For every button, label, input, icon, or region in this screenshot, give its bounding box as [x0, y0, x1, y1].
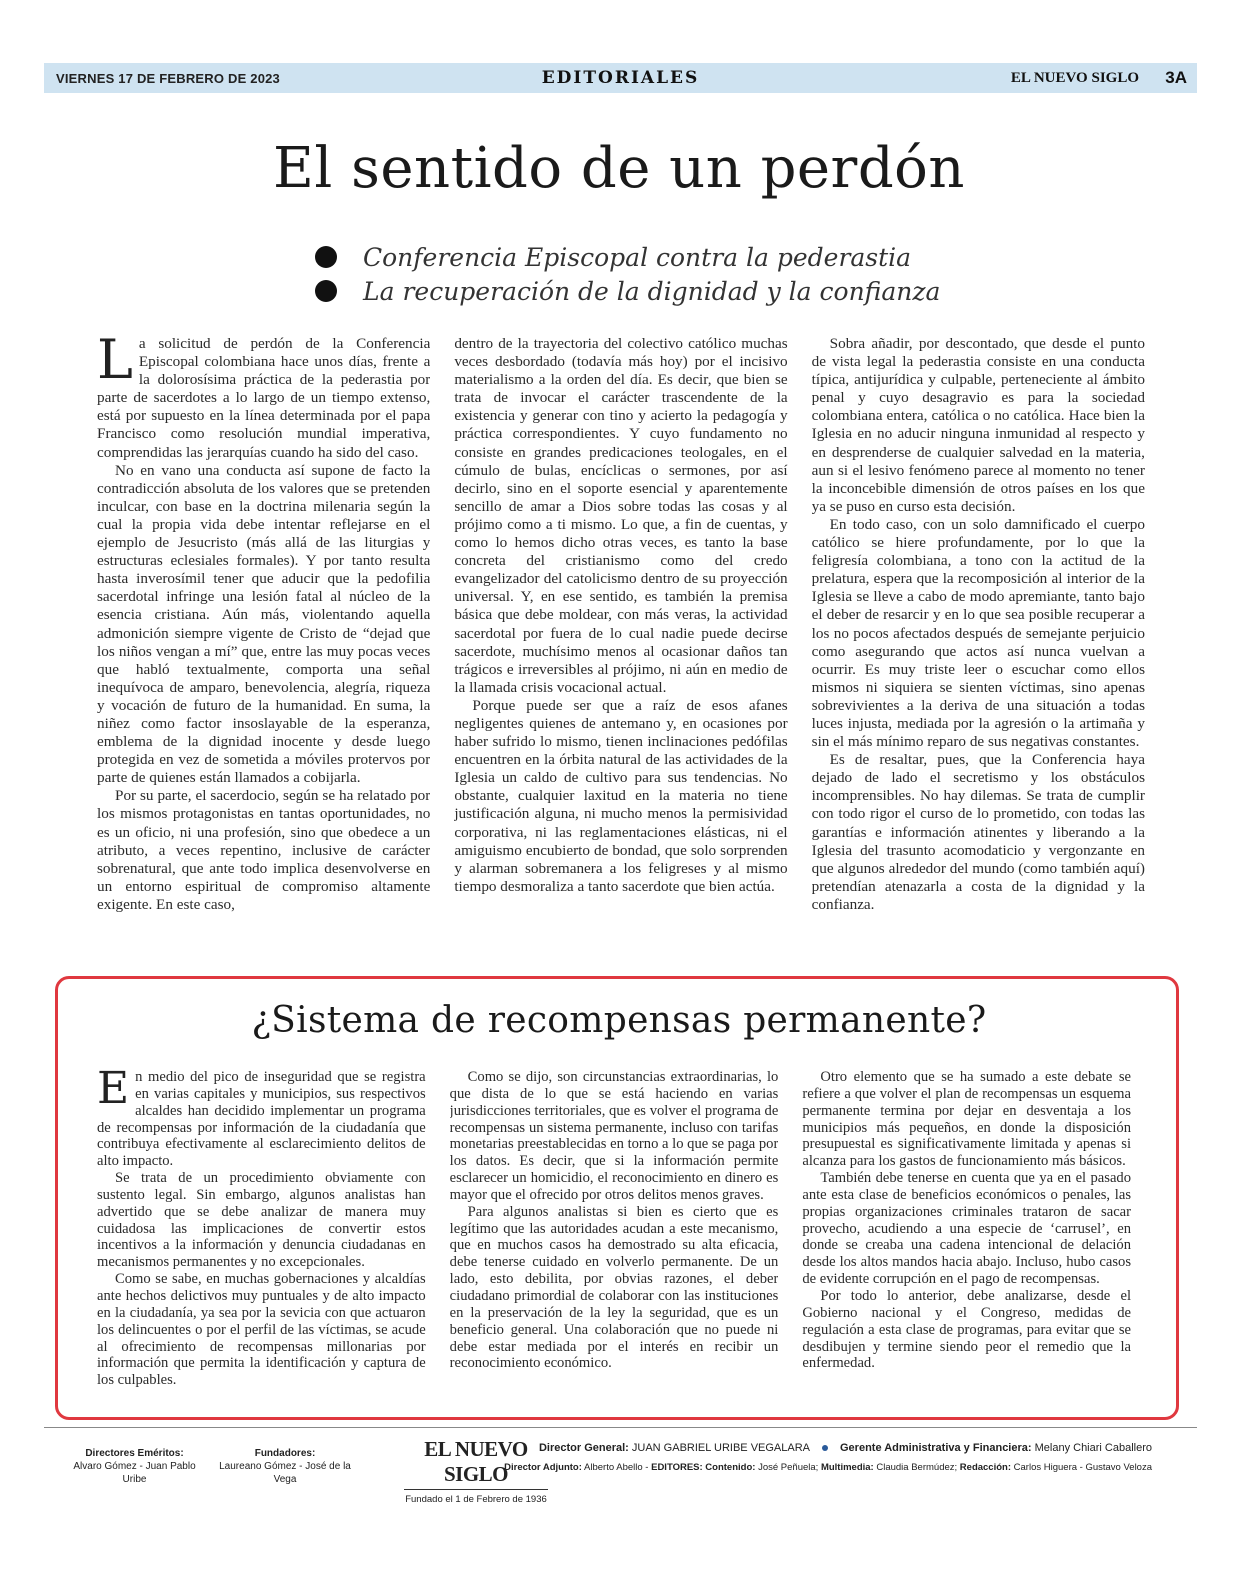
bullet-text: La recuperación de la dignidad y la confianza	[363, 276, 941, 306]
drop-cap: E	[97, 1069, 130, 1114]
editorial1-body	[97, 335, 1145, 950]
paragraph: La solicitud de perdón de la Conferencia Episcopal colombiana hace unos días, frente a la dolorosísima práctica de la pederastia por parte de sacerdotes a lo largo de un tiempo extenso, está por supuesto en la línea determinada por el papa Francisco como resolución mundial imperativa, comprendidas las jerarquías cuando ha sido del caso.	[97, 335, 431, 461]
paragraph: dentro de la trayectoria del colectivo católico muchas veces desbordado (todavía más hoy) por el incisivo materialismo a la orden del día. Es decir, que bien se trata de invocar el carácter trascendente de la existencia y generar con tino y acierto la pedagogía y práctica correspondientes. Y cuyo fundamento no consiste en grandes predicaciones teologales, en el cúmulo de bulas, encíclicas o sermones, por así decirlo, sino en el soporte esencial y aparentemente sencillo de amar a Dios sobre todas las cosas y al prójimo como a ti mismo. Lo que, a fin de cuentas, y como lo hemos dicho otras veces, es tanto la base concreta del cristianismo como del credo evangelizador del catolicismo dentro de su proyección universal. Y, en ese sentido, es también la premisa básica que debe moldear, con más veras, la actividad sacerdotal por fuera de lo cual nadie puede decirse sacerdote, muchísimo menos al ocasionar daños tan trágicos e irreversibles al prójimo, ni aún en medio de la llamada crisis vocacional actual.	[454, 335, 788, 696]
paragraph: Se trata de un procedimiento obviamente con sustento legal. Sin embargo, algunos analistas han advertido que se debe analizar de manera muy cuidadosa las implicaciones de convertir estos incentivos a la información y denuncia ciudadanas en mecanismos permanentes y no excepcionales.	[97, 1170, 426, 1271]
paragraph: Sobra añadir, por descontado, que desde el punto de vista legal la pederastia consiste en una conducta típica, antijurídica y culpable, perteneciente al ámbito penal y cuyo desagravio es para la sociedad colombiana entera, católica o no católica. Hace bien la Iglesia en no aducir ninguna inmunidad al respecto y en desprenderse de cualquier salvedad en la materia, aun si el lesivo fenómeno parece al momento no tener la inconcebible dimensión de otros países en los que ya se puso en curso esta decisión.	[811, 335, 1145, 515]
editorial2-column-3	[802, 1069, 1131, 1399]
header-page-number: 3A	[1165, 68, 1187, 87]
footer-directores: Directores Eméritos: Alvaro Gómez - Juan Pablo Uribe	[73, 1448, 196, 1485]
bullet-dot-icon	[315, 280, 337, 302]
editorial1-column-1	[97, 335, 430, 950]
footer-fundadores: Fundadores: Laureano Gómez - José de la Vega	[219, 1448, 351, 1485]
paragraph: Porque puede ser que a raíz de esos afanes negligentes quienes de antemano y, en ocasiones por haber sufrido lo mismo, tienen inclinaciones pedófilas encuentren en la órbita natural de las actividades de la Iglesia un caldo de cultivo para sus tendencias. No obstante, cualquier laxitud en la materia no tiene justificación alguna, ni mucho menos la permisividad corporativa, ni las reglamentaciones elásticas, ni el amiguismo encubierto de bondad, que solo sorprenden y alarman sobremanera a los feligreses y al mismo tiempo desmoraliza a tanto sacerdote que bien actúa.	[454, 696, 788, 895]
editorial2-body	[97, 1069, 1131, 1399]
footer-divider	[44, 1427, 1197, 1428]
editorial2-column-1	[97, 1069, 426, 1399]
paragraph: Otro elemento que se ha sumado a este debate se refiere a que volver el plan de recompensas un esquema permanente termina por dejar en desventaja a los municipios más pequeños, en donde la disposición presupuestal es significativamente limitada y apenas si alcanza para los gastos de funcionamiento más básicos.	[802, 1069, 1132, 1170]
editorial2-title: ¿Sistema de recompensas permanente?	[251, 1000, 987, 1041]
paragraph: Para algunos analistas si bien es cierto que es legítimo que las autoridades acudan a este mecanismo, que en muchos casos ha demostrado su alta eficacia, debe tenerse cuidado en volverlo permanente. De un lado, esto debilita, por obvias razones, el deber ciudadano primordial de colaborar con las instituciones en la preservación de la ley la seguridad, que es un beneficio general. Una colaboración que no puede ni debe estar mediada por el interés en recibir un reconocimiento económico.	[449, 1203, 779, 1372]
editorial1-column-2	[454, 335, 787, 950]
header-section: EDITORIALES	[541, 68, 700, 88]
footer-logo: EL NUEVO SIGLO Fundado el 1 de Febrero de 1936	[405, 1437, 547, 1505]
page-header	[44, 63, 1197, 93]
paragraph: Por su parte, el sacerdocio, según se ha relatado por los mismos protagonistas en tantas oportunidades, no es un oficio, ni una profesión, sino que obedece a un atributo, a veces repentino, inclusive de carácter sobrenatural, que ante todo implica desenvolverse en un entorno espiritual de compromiso altamente exigente. En este caso,	[97, 787, 431, 913]
paragraph: No en vano una conducta así supone de facto la contradicción absoluta de los valores que se pretenden inculcar, con base en la doctrina milenaria según la cual la propia vida debe intentar reflejarse en el ejemplo de Jesucristo (más allá de las liturgias y estructuras eclesiales formales). Y por tanto resulta hasta inverosímil tener que aducir que la pedofilia sacerdotal infringe una lesión fatal al núcleo de la esencia cristiana. Aún más, violentando aquella admonición siempre vigente de Cristo de “dejad que los niños vengan a mí” que, entre las muy pocas veces que habló textualmente, comporta una señal inequívoca de amparo, benevolencia, alegría, riqueza y vocación de futuro de la humanidad. En suma, la niñez como factor insoslayable de la esperanza, emblema de la dignidad inocente y desde luego protegida en vez de sometida a móviles protervos por parte de quienes están llamados a cobijarla.	[97, 461, 431, 787]
bullet-item	[315, 274, 940, 308]
paragraph: Por todo lo anterior, debe analizarse, desde el Gobierno nacional y el Congreso, medidas de regulación a esta clase de programas, para evitar que se desdibujen y termine siendo peor el remedio que la enfermedad.	[802, 1287, 1132, 1372]
drop-cap: L	[97, 335, 133, 391]
bullet-text: Conferencia Episcopal contra la pederastia	[363, 242, 912, 272]
editorial1-column-3	[812, 335, 1145, 950]
editorial1-bullets	[315, 240, 940, 308]
bullet-item	[315, 240, 940, 274]
footer-staff-line-1: Director General: JUAN GABRIEL URIBE VEGALARA Gerente Administrativa y Financiera: Melany Chiari Caballero	[538, 1442, 1152, 1454]
paragraph: En todo caso, con un solo damnificado el cuerpo católico se hiere profundamente, por lo que la feligresía colombiana, a tono con la actitud de la prelatura, espera que la recomposición al interior de la Iglesia se lleve a cabo de modo apremiante, tanto bajo el deber de resarcir y en lo que sea posible recuperar a los no pocos afectados después de semejante perjuicio como asegurando que actos así nunca vuelvan a ocurrir. Es muy triste leer o escuchar como ellos mismos ni siquiera se sienten víctimas, sino apenas sobrevivientes a la deriva de una situación a todas luces injusta, mediada por la agresión o la artimaña y sin el más mínimo reparo de sus negativas constantes.	[811, 515, 1145, 751]
paragraph: Como se sabe, en muchas gobernaciones y alcaldías ante hechos delictivos muy puntuales y de alto impacto en la ciudadanía, ya sea por la sevicia con que actuaron los delincuentes o por el perfil de las víctimas, se acude al ofrecimiento de recompensas millonarias por información que permita la identificación y captura de los culpables.	[97, 1271, 426, 1389]
bullet-dot-icon	[315, 246, 337, 268]
paragraph: Es de resaltar, pues, que la Conferencia haya dejado de lado el secretismo y los obstáculos incomprensibles. No hay dilemas. Se trata de cumplir con todo rigor el curso de lo prometido, con todas las garantías e información atinentes y liberando a la Iglesia del trasunto acomodaticio y vergonzante en que algunos alrededor del mundo (como también aquí) pretendían atenazarla a costa de la dignidad y la confianza.	[811, 751, 1145, 913]
header-paper-name: EL NUEVO SIGLO	[1010, 69, 1139, 86]
paragraph: En medio del pico de inseguridad que se registra en varias capitales y municipios, sus respectivos alcaldes han decidido implementar un programa de recompensas por información de la ciudadanía que contribuya efectivamente al esclarecimiento delitos de alto impacto.	[97, 1069, 426, 1170]
header-date: VIERNES 17 DE FEBRERO DE 2023	[56, 70, 280, 86]
paragraph: También debe tenerse en cuenta que ya en el pasado ante esta clase de beneficios económicos o penales, las propias organizaciones criminales trataron de sacar provecho, acudiendo a una especie de ‘carrusel’, en donde se creaba una cadena intencional de delación desde los altos mandos hacia abajo. Incluso, hubo casos de evidente corrupción en el pago de recompensas.	[802, 1170, 1132, 1288]
editorial2-column-2	[450, 1069, 779, 1399]
editorial1-title: El sentido de un perdón	[273, 136, 965, 201]
paragraph: Como se dijo, son circunstancias extraordinarias, lo que dista de lo que se está haciendo en varias jurisdicciones territoriales, que es volver el programa de recompensas un sistema permanente, incluso con tarifas monetarias preestablecidas en torno a lo que se paga por los datos. Es decir, que si la información permite esclarecer un homicidio, el reconocimiento en dinero es mayor que el ofrecido por otros delitos menos graves.	[449, 1069, 779, 1203]
separator-dot-icon	[822, 1445, 828, 1451]
footer-staff-line-2: Director Adjunto: Alberto Abello - EDITORES: Contenido: José Peñuela; Multimedia: Claudia Bermúdez; Redacción: Carlos Higuera - Gustavo Veloza	[504, 1462, 1152, 1473]
